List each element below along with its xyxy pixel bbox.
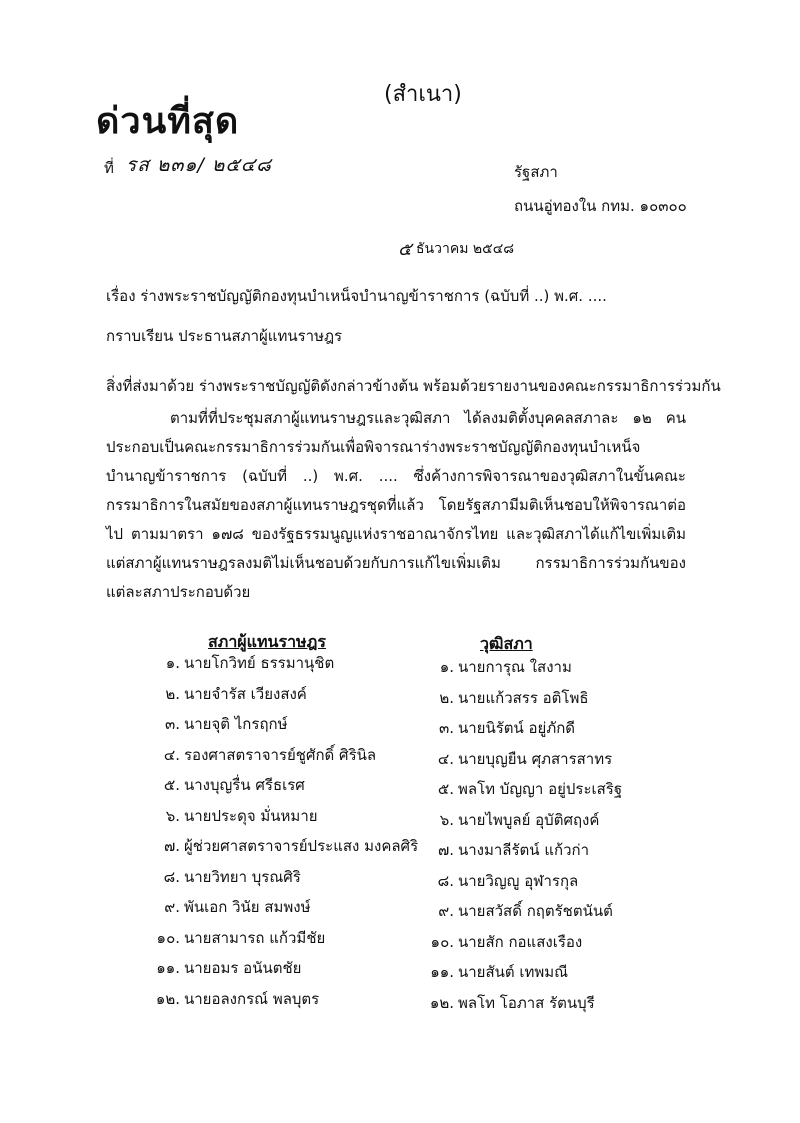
member-list-item (150, 953, 420, 984)
member-number: ๒. (165, 684, 180, 703)
member-name: นายวิญญู อุฬารกุล (458, 871, 579, 890)
senate-column-heading: วุฒิสภา (480, 634, 533, 653)
member-name: นายจุติ ไกรฤกษ์ (184, 715, 288, 734)
member-name: นายอลงกรณ์ พลบุตร (184, 989, 320, 1008)
member-list-item (150, 770, 420, 801)
urgency-stamp: ด่วนที่สุด (96, 101, 240, 142)
member-name: พลโท บัญญา อยู่ประเสริฐ (458, 780, 623, 799)
body-paragraph (106, 404, 686, 607)
member-number: ๔. (437, 749, 454, 768)
member-list-item (424, 652, 664, 683)
member-list-item (424, 927, 664, 958)
member-name: นายจำรัส เวียงสงค์ (184, 684, 307, 703)
member-number: ๑๐. (156, 928, 180, 947)
member-list-item (150, 831, 420, 862)
member-name: นายสามารถ แก้วมีชัย (184, 928, 326, 947)
member-name: นางบุญรื่น ศรีธเรศ (184, 776, 305, 795)
member-list-item (150, 984, 420, 1015)
member-name: นายอมร อนันตชัย (184, 959, 302, 978)
member-number: ๖. (165, 806, 180, 825)
member-list-item (424, 866, 664, 897)
salutation-line: กราบเรียน ประธานสภาผู้แทนราษฎร (106, 327, 343, 345)
member-number: ๔. (163, 745, 180, 764)
member-list-item (150, 740, 420, 771)
member-list-item (424, 957, 664, 988)
enclosure-line: สิ่งที่ส่งมาด้วย ร่างพระราชบัญญัติดังกล่าวข้างต้น พร้อมด้วยรายงานของคณะกรรมาธิการร่วมกัน (106, 377, 721, 395)
member-list-item (150, 892, 420, 923)
member-number: ๘. (163, 867, 180, 886)
member-list-item (150, 923, 420, 954)
member-number: ๓. (164, 715, 180, 734)
member-name: นายไพบูลย์ อุบัติศฤงค์ (458, 810, 600, 829)
member-list-item (424, 744, 664, 775)
member-list-item (424, 774, 664, 805)
member-list-item (424, 683, 664, 714)
member-name: นายแก้วสรร อติโพธิ (458, 688, 589, 707)
member-number: ๖. (439, 810, 454, 829)
member-name: พลโท โอภาส รัตนบุรี (458, 993, 595, 1012)
member-name: นายโกวิทย์ ธรรมานุชิต (184, 654, 335, 673)
member-number: ๗. (163, 837, 180, 856)
member-name: นายสวัสดิ์ กฤตรัชตนันต์ (458, 902, 613, 921)
member-list-item (150, 862, 420, 893)
date-month-year: ธันวาคม ๒๕๔๘ (416, 241, 515, 257)
member-name: นางมาลีรัตน์ แก้วก่า (458, 841, 590, 860)
sender-address: ถนนอู่ทองใน กทม. ๑๐๓๐๐ (514, 197, 687, 215)
member-name: นายนิรัตน์ อยู่ภักดี (458, 719, 576, 738)
member-list-item (150, 648, 420, 679)
subject-line: เรื่อง ร่างพระราชบัญญัติกองทุนบำเหน็จบำนาญข้าราชการ (ฉบับที่ ..) พ.ศ. .... (106, 287, 607, 305)
member-number: ๑๑. (156, 959, 180, 978)
member-number: ๑๒. (155, 989, 180, 1008)
member-list-item (150, 801, 420, 832)
member-number: ๙. (164, 898, 180, 917)
member-list-item (150, 679, 420, 710)
member-name: นายการุณ ใสงาม (458, 658, 572, 677)
member-number: ๕. (163, 776, 180, 795)
member-list-item (424, 896, 664, 927)
date-day: ๕ (398, 239, 412, 260)
member-number: ๑. (165, 654, 180, 673)
member-list-item (150, 709, 420, 740)
member-name: รองศาสตราจารย์ชูศักดิ์ ศิรินิล (184, 745, 377, 764)
body-text: ตามที่ที่ประชุมสภาผู้แทนราษฎรและวุฒิสภา ได้ลงมติตั้งบุคคลสภาละ ๑๒ คน ประกอบเป็นคณะกรรมาธิการร่วมกันเพื่อพิจารณาร่างพระราชบัญญัติกองทุนบำเหน็จบำนาญข้าราชการ (ฉบับที่ ..) พ.ศ. .... ซึ่งค้างการพิจารณาของวุฒิสภาในขั้นคณะกรรมาธิการในสมัยของสภาผู้แทนราษฎรชุดที่แล้ว โดยรัฐสภามีมติเห็นชอบให้พิจารณาต่อไป ตามมาตรา ๑๗๘ ของรัฐธรรมนูญแห่งราชอาณาจักรไทย และวุฒิสภาได้แก้ไขเพิ่มเติม แต่สภาผู้แทนราษฎรลงมติไม่เห็นชอบด้วยกับการแก้ไขเพิ่มเติม กรรมาธิการร่วมกันของแต่ละสภาประกอบด้วย (106, 409, 686, 601)
member-number: ๒. (439, 688, 454, 707)
house-column-heading: สภาผู้แทนราษฎร (208, 632, 326, 651)
document-number: รส ๒๓๑/ ๒๕๔๘ (126, 154, 272, 176)
member-name: นายวิทยา บุรณศิริ (184, 867, 301, 886)
member-number: ๗. (437, 841, 454, 860)
member-number: ๑๐. (430, 932, 454, 951)
copy-label: (สำเนา) (384, 82, 462, 107)
house-member-list (150, 648, 420, 1014)
member-number: ๑. (439, 658, 454, 677)
member-name: นายสันต์ เทพมณี (458, 963, 569, 982)
member-name: นายประดุจ มั่นหมาย (184, 806, 318, 825)
member-list-item (424, 713, 664, 744)
document-number-prefix: ที่ (104, 159, 114, 177)
member-name: พันเอก วินัย สมพงษ์ (184, 898, 311, 917)
member-name: ผู้ช่วยศาสตราจารย์ประแสง มงคลศิริ (184, 837, 419, 856)
member-list-item (424, 835, 664, 866)
member-list-item (424, 988, 664, 1019)
member-number: ๙. (438, 902, 454, 921)
member-number: ๑๑. (430, 963, 454, 982)
member-number: ๓. (438, 719, 454, 738)
member-list-item (424, 805, 664, 836)
member-number: ๘. (437, 871, 454, 890)
sender-organization: รัฐสภา (514, 163, 558, 181)
member-number: ๕. (437, 780, 454, 799)
member-name: นายสัก กอแสงเรือง (458, 932, 583, 951)
member-name: นายบุญยืน ศุภสารสาทร (458, 749, 613, 768)
senate-member-list (424, 652, 664, 1018)
member-number: ๑๒. (429, 993, 454, 1012)
